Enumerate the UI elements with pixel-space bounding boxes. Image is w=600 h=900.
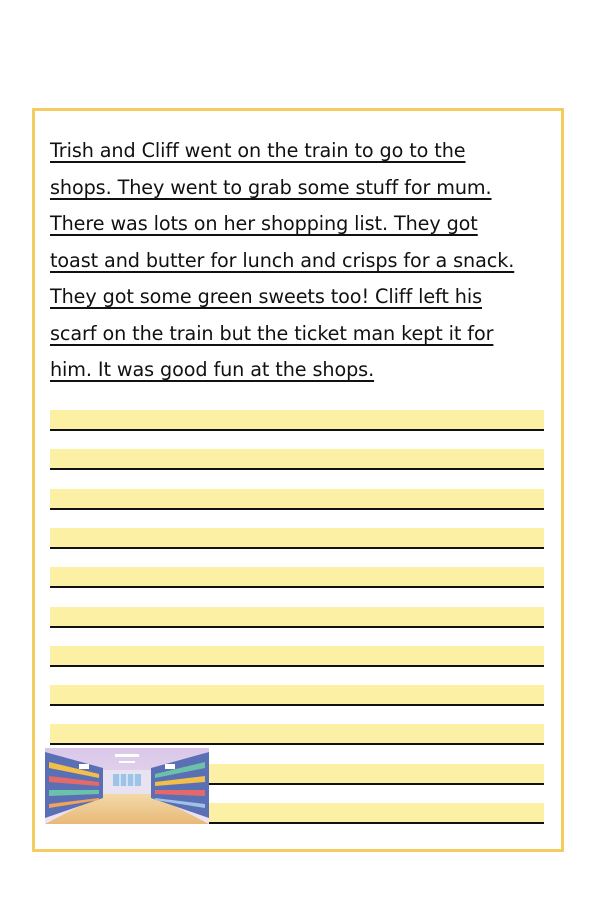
writing-line: [50, 646, 544, 667]
passage-line: scarf on the train but the ticket man kept it for: [50, 321, 494, 345]
passage-line: Trish and Cliff went on the train to go to the: [50, 139, 466, 162]
writing-line: [50, 567, 544, 588]
writing-line: [50, 528, 544, 549]
writing-line: [50, 449, 544, 470]
writing-line: [50, 489, 544, 510]
writing-line: [50, 685, 544, 706]
reading-passage: [50, 133, 550, 389]
passage-line: toast and butter for lunch and crisps for a snack.: [50, 248, 515, 272]
passage-line: They got some green sweets too! Cliff left his: [50, 285, 482, 308]
supermarket-aisle-icon: [45, 748, 209, 824]
passage-line: There was lots on her shopping list. They got: [50, 212, 478, 235]
writing-line: [50, 607, 544, 628]
writing-line: [50, 410, 544, 431]
passage-line: him. It was good fun at the shops.: [50, 358, 375, 381]
passage-line: shops. They went to grab some stuff for mum.: [50, 175, 492, 199]
writing-line: [50, 724, 544, 745]
